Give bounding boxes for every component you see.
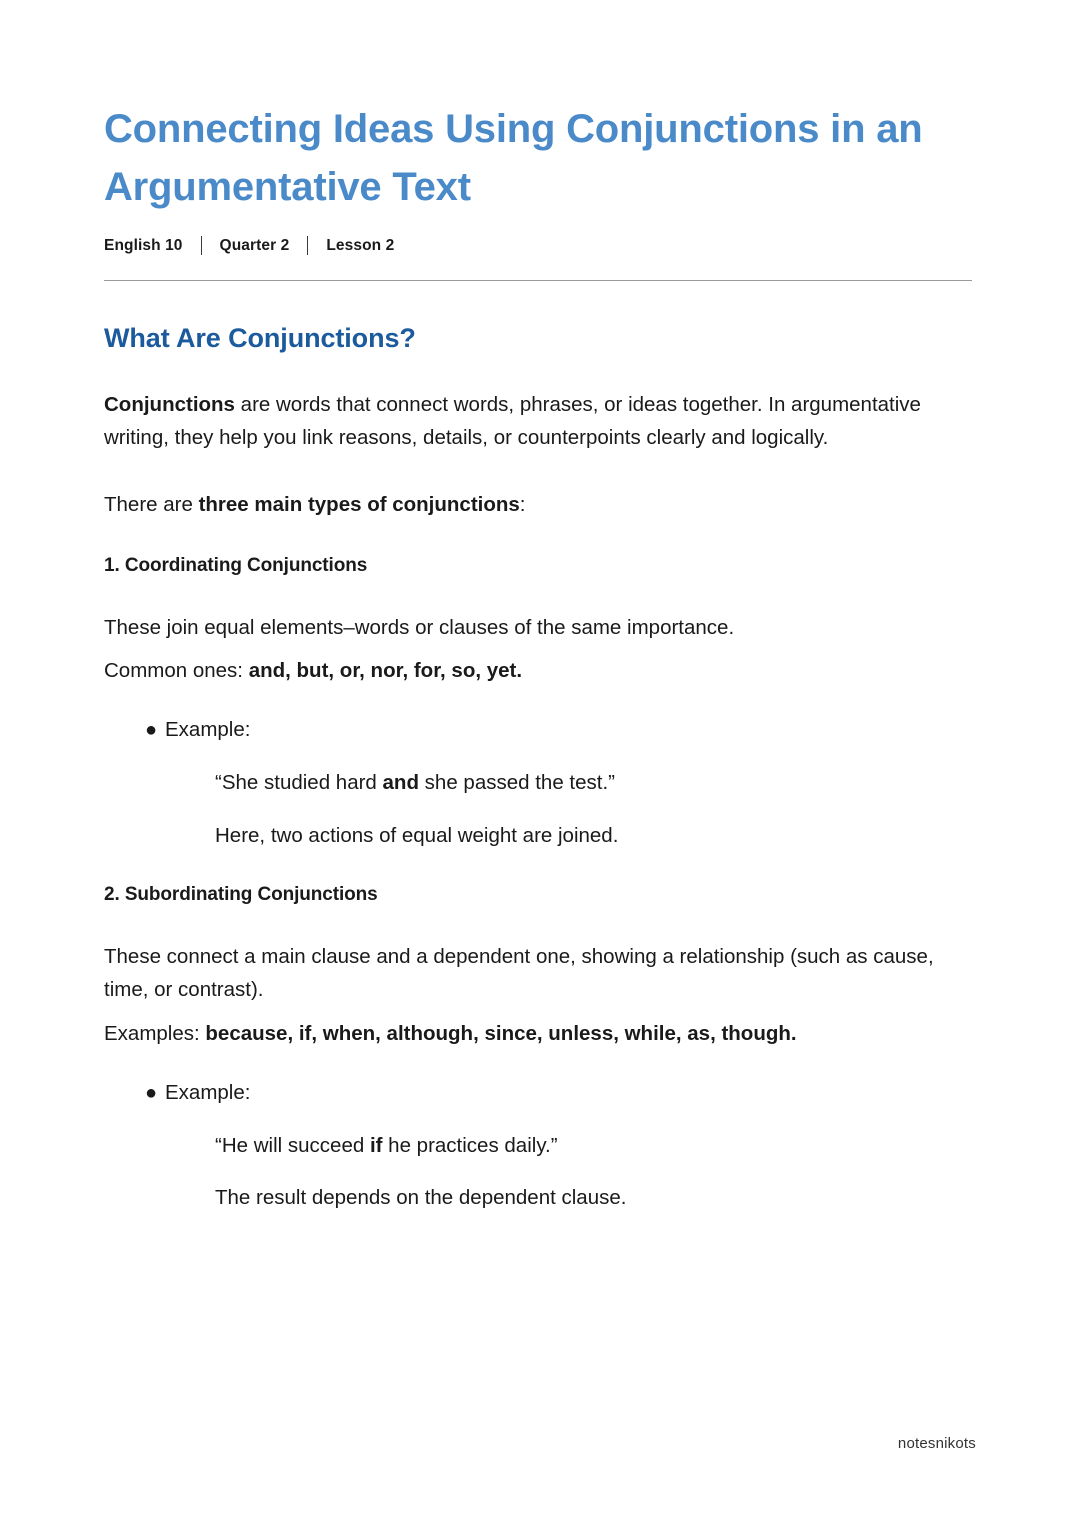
page-title: Connecting Ideas Using Conjunctions in an Argumentative Text — [104, 107, 923, 209]
section-heading-what-are-conjunctions: What Are Conjunctions? — [104, 323, 416, 353]
coordinating-common-words: and, but, or, nor, for, so, yet. — [248, 658, 523, 682]
meta-quarter: Quarter 2 — [219, 236, 290, 254]
subordinating-common-prefix: Examples: — [104, 1021, 206, 1045]
bullet-point-icon: ● — [145, 719, 158, 742]
coordinating-example-explanation: Here, two actions of equal weight are joined. — [215, 823, 619, 847]
quote-highlight-word: and — [382, 770, 419, 794]
meta-separator-icon — [201, 236, 202, 255]
coordinating-example-quote — [145, 746, 976, 799]
subheading-coordinating-conjunctions: 1. Coordinating Conjunctions — [104, 554, 368, 576]
quote-suffix: he practices daily.” — [382, 1133, 558, 1157]
meta-lesson: Lesson 2 — [326, 236, 395, 254]
quote-highlight-word: if — [369, 1133, 383, 1157]
intro-paragraph — [104, 354, 974, 454]
subordinating-common-words: because, if, when, although, since, unless, while, as, though. — [205, 1021, 797, 1045]
quote-prefix: “He will succeed — [215, 1133, 370, 1157]
bullet-point-icon: ● — [145, 1081, 158, 1104]
subordinating-example-quote — [145, 1109, 976, 1162]
subordinating-example-explanation: The result depends on the dependent clause. — [215, 1186, 627, 1210]
coordinating-common-prefix: Common ones: — [104, 658, 249, 682]
subheading-subordinating-conjunctions: 2. Subordinating Conjunctions — [104, 884, 378, 906]
document-content — [104, 0, 976, 1214]
list-item — [145, 1078, 976, 1109]
subordinating-description: These connect a main clause and a dependent one, showing a relationship (such as cause, time, or contrast). — [104, 945, 934, 1002]
meta-separator-icon — [307, 236, 308, 255]
quote-prefix: “She studied hard — [215, 770, 383, 794]
types-bold: three main types of conjunctions — [198, 493, 520, 517]
subordinating-common-line — [104, 1007, 974, 1050]
coordinating-common-line — [104, 644, 974, 687]
types-prefix: There are — [104, 493, 199, 517]
list-item — [145, 715, 976, 746]
intro-rest: are words that connect words, phrases, or ideas together. In argumentative writing, they help you link reasons, details, or counterpoints clearly and logically. — [104, 393, 921, 450]
subordinating-example-label: Example: — [165, 1080, 251, 1104]
quote-suffix: she passed the test.” — [418, 770, 615, 794]
document-metadata — [104, 236, 976, 255]
types-suffix: : — [519, 493, 526, 517]
types-lead-paragraph — [104, 454, 974, 521]
subordinating-example-block — [104, 1050, 976, 1214]
footer-watermark: notesnikots — [897, 1435, 976, 1452]
meta-subject: English 10 — [104, 236, 183, 254]
coordinating-description: These join equal elements–words or clauses of the same importance. — [104, 615, 735, 639]
coordinating-example-block — [104, 687, 976, 851]
intro-lead-bold: Conjunctions — [104, 393, 235, 416]
coordinating-example-label: Example: — [165, 718, 251, 742]
